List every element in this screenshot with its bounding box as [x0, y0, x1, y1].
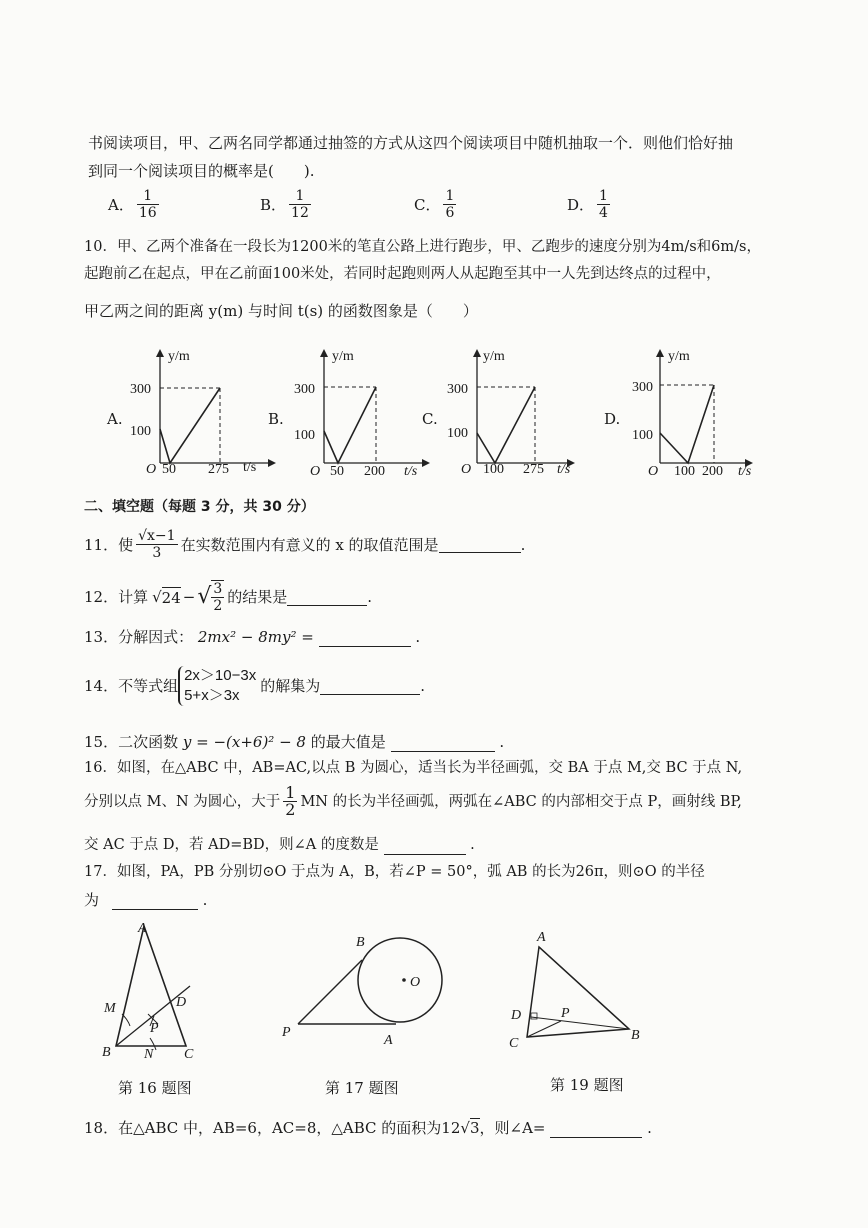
q11-fraction — [136, 528, 177, 561]
graph-a-label: A. — [107, 410, 123, 428]
x-axis-arrow — [268, 459, 276, 467]
y-axis-arrow — [473, 349, 481, 357]
q9-line1: 书阅读项目，甲、乙两名同学都通过抽签的方式从这四个阅读项目中随机抽取一个．则他们恰好抽 — [88, 134, 734, 152]
q17-line2 — [84, 890, 207, 910]
q14-prefix: 14．不等式组 — [84, 677, 179, 695]
label-b: B — [102, 1045, 111, 1060]
origin-label: O — [461, 462, 472, 477]
numerator: 3 — [213, 581, 223, 597]
x-tick-min: 100 — [674, 464, 695, 479]
x-tick-end: 275 — [208, 462, 229, 477]
figure-17 — [278, 930, 458, 1064]
circle-o — [358, 938, 442, 1022]
x-tick-min: 100 — [483, 462, 504, 477]
q15-prefix: 15．二次函数 — [84, 733, 179, 751]
q16-line2 — [84, 785, 742, 818]
q14-end: . — [420, 677, 426, 695]
y-tick-top: 300 — [130, 382, 151, 397]
x-label: t/s — [557, 462, 571, 477]
q16-end: . — [470, 837, 475, 853]
side-ab — [539, 947, 629, 1029]
label-a: A — [537, 930, 546, 945]
segment-db — [531, 1017, 629, 1029]
option-label: A． — [108, 196, 134, 214]
answer-blank[interactable] — [550, 1121, 642, 1138]
graph-c-svg — [447, 345, 597, 475]
q15-expression: y = −(x+6)² − 8 — [182, 733, 306, 751]
q12 — [84, 580, 372, 614]
q16-fraction — [283, 785, 297, 818]
y-tick-top: 300 — [447, 382, 468, 397]
answer-blank[interactable] — [319, 630, 411, 647]
answer-blank[interactable] — [320, 678, 420, 695]
figure-16-svg — [98, 918, 218, 1063]
q18-end: . — [647, 1119, 652, 1137]
y-tick-top: 300 — [294, 382, 315, 397]
label-c: C — [184, 1047, 194, 1062]
denominator: 3 — [152, 545, 162, 561]
figure-17-svg — [278, 930, 458, 1060]
answer-blank[interactable] — [391, 735, 495, 752]
fraction — [443, 188, 456, 221]
numerator: 1 — [137, 188, 159, 205]
q18 — [84, 1118, 652, 1138]
graph-d-label: D. — [604, 410, 621, 428]
option-label: D． — [567, 196, 595, 214]
denominator: 12 — [291, 205, 309, 221]
q17-end: . — [202, 891, 208, 909]
option-label: C． — [414, 196, 441, 214]
fraction — [289, 188, 311, 221]
graph-c-label: C. — [422, 410, 438, 428]
q12-end: . — [367, 588, 373, 606]
graph-d — [630, 345, 780, 484]
answer-blank[interactable] — [439, 536, 521, 553]
label-p: P — [150, 1021, 159, 1036]
q16-line3-text: 交 AC 于点 D，若 AD=BD，则∠A 的度数是 — [84, 837, 379, 853]
x-tick-end: 200 — [702, 464, 723, 479]
graph-c — [447, 345, 597, 479]
section-heading: 二、填空题（每题 3 分，共 30 分） — [84, 499, 315, 515]
y-label: y/m — [483, 349, 505, 364]
q15 — [84, 732, 504, 752]
y-label: y/m — [668, 349, 690, 364]
q9-option-c — [414, 188, 459, 221]
label-b: B — [631, 1028, 640, 1043]
x-tick-end: 200 — [364, 464, 385, 479]
caption-19: 第 19 题图 — [550, 1076, 624, 1094]
graph-line — [660, 385, 714, 463]
graph-line — [160, 388, 220, 463]
label-d: D — [176, 995, 187, 1010]
minus-sign: − — [182, 588, 196, 606]
sqrt-symbol: √ — [197, 584, 212, 609]
numerator: 1 — [289, 188, 311, 205]
tangent-pb — [298, 960, 362, 1024]
numerator: 1 — [445, 188, 455, 204]
figure-16 — [98, 918, 218, 1067]
q16-line3 — [84, 835, 475, 855]
q11 — [84, 528, 525, 561]
q10-line1: 10．甲、乙两个准备在一段长为1200米的笔直公路上进行跑步，甲、乙跑步的速度分别为4m/s和6m/s， — [84, 239, 761, 255]
origin-label: O — [648, 464, 659, 479]
radicand: 3 — [469, 1119, 480, 1137]
denominator: 2 — [213, 598, 223, 614]
answer-blank[interactable] — [112, 893, 198, 910]
y-label: y/m — [168, 349, 190, 364]
radicand: 24 — [161, 588, 181, 607]
x-tick-end: 275 — [523, 462, 544, 477]
sqrt-symbol: √ — [152, 588, 162, 606]
y-tick-top: 300 — [632, 380, 653, 395]
graph-b-label: B. — [268, 410, 284, 428]
q15-end: . — [499, 733, 505, 751]
label-m: M — [104, 1001, 116, 1016]
q13-expression: 2mx² − 8my² = — [197, 628, 314, 646]
origin-label: O — [146, 462, 157, 477]
inequality-system — [178, 666, 256, 706]
graph-b — [292, 345, 442, 479]
q17-line2-text: 为 — [84, 891, 100, 909]
q9-option-a — [108, 188, 162, 221]
graph-b-svg — [292, 345, 442, 479]
q16-line2-part1: 分别以点 M、N 为圆心，大于 — [84, 793, 281, 810]
label-n: N — [144, 1047, 154, 1062]
numerator: 1 — [599, 188, 608, 204]
q13 — [84, 627, 420, 647]
graph-a-svg — [128, 345, 278, 475]
fraction — [597, 188, 610, 221]
q10-line3: 甲乙两之间的距离 y(m) 与时间 t(s) 的函数图象是（ ） — [84, 302, 478, 320]
label-c: C — [509, 1036, 519, 1051]
y-tick-start: 100 — [130, 424, 151, 439]
label-p: P — [561, 1006, 570, 1021]
sqrt-symbol: √ — [460, 1119, 470, 1137]
inequality-1: 2x＞10−3x — [184, 667, 257, 684]
q17-line1: 17．如图，PA，PB 分别切⊙O 于点为 A，B，若∠P = 50°，弧 AB 的长为26π，则⊙O 的半径 — [84, 864, 705, 880]
y-axis-arrow — [656, 349, 664, 357]
triangle-abc — [527, 947, 629, 1037]
label-a: A — [384, 1033, 393, 1048]
graph-line — [324, 387, 376, 463]
label-p: P — [282, 1025, 291, 1040]
denominator: 2 — [285, 800, 296, 819]
x-label: t/s — [738, 464, 752, 479]
x-axis-arrow — [422, 459, 430, 467]
q11-end: . — [520, 535, 526, 554]
figure-19 — [505, 925, 655, 1059]
q12-fraction — [211, 580, 224, 614]
x-label: t/s — [404, 464, 418, 479]
graph-line — [477, 387, 535, 463]
figure-19-svg — [505, 925, 655, 1055]
y-label: y/m — [332, 349, 354, 364]
caption-17: 第 17 题图 — [325, 1079, 399, 1097]
q10-line2: 起跑前乙在起点，甲在乙前面100米处，若同时起跑则两人从起跑至其中一人先到达终点的过程中， — [84, 266, 721, 282]
q18-suffix: ，则∠A= — [479, 1119, 546, 1137]
center-dot — [402, 978, 406, 982]
inequality-2: 5+x＞3x — [184, 687, 240, 704]
caption-16: 第 16 题图 — [118, 1079, 192, 1097]
arc-m — [122, 1014, 130, 1026]
graph-a — [128, 345, 278, 479]
q9-line2: 到同一个阅读项目的概率是( ). — [88, 162, 315, 180]
q9-option-d — [567, 188, 613, 221]
q15-suffix: 的最大值是 — [310, 733, 386, 751]
numerator: √x−1 — [138, 528, 176, 544]
q12-suffix: 的结果是 — [227, 588, 288, 606]
origin-label: O — [310, 464, 321, 479]
x-tick-min: 50 — [162, 462, 176, 477]
option-label: B． — [260, 196, 287, 214]
label-d: D — [511, 1008, 522, 1023]
q14 — [84, 666, 425, 706]
denominator: 4 — [599, 205, 608, 221]
q14-suffix: 的解集为 — [260, 677, 321, 695]
q13-end: . — [415, 628, 421, 646]
y-axis-arrow — [156, 349, 164, 357]
y-tick-start: 100 — [447, 426, 468, 441]
fraction — [137, 188, 159, 221]
q11-prefix: 11．使 — [84, 535, 134, 554]
x-tick-min: 50 — [330, 464, 344, 479]
q18-prefix: 18．在△ABC 中，AB=6，AC=8，△ABC 的面积为12 — [84, 1119, 461, 1137]
q16-line1: 16．如图，在△ABC 中，AB=AC,以点 B 为圆心，适当长为半径画弧，交 BA 于点 M,交 BC 于点 N, — [84, 760, 743, 776]
y-tick-start: 100 — [294, 428, 315, 443]
q12-prefix: 12．计算 — [84, 588, 149, 606]
graph-d-svg — [630, 345, 780, 480]
denominator: 16 — [138, 205, 157, 221]
numerator: 1 — [285, 783, 296, 802]
q11-suffix: 在实数范围内有意义的 x 的取值范围是 — [180, 535, 439, 554]
denominator: 6 — [445, 205, 455, 221]
q13-prefix: 13．分解因式： — [84, 628, 194, 646]
label-a: A — [138, 921, 147, 936]
y-tick-start: 100 — [632, 428, 653, 443]
label-b: B — [356, 935, 365, 950]
x-label: t/s — [243, 460, 257, 475]
q9-option-b — [260, 188, 314, 221]
label-o: O — [410, 975, 421, 990]
answer-blank[interactable] — [287, 589, 367, 606]
q16-line2-part2: MN 的长为半径画弧，两弧在∠ABC 的内部相交于点 P，画射线 BP, — [300, 793, 742, 810]
answer-blank[interactable] — [384, 838, 466, 855]
y-axis-arrow — [320, 349, 328, 357]
